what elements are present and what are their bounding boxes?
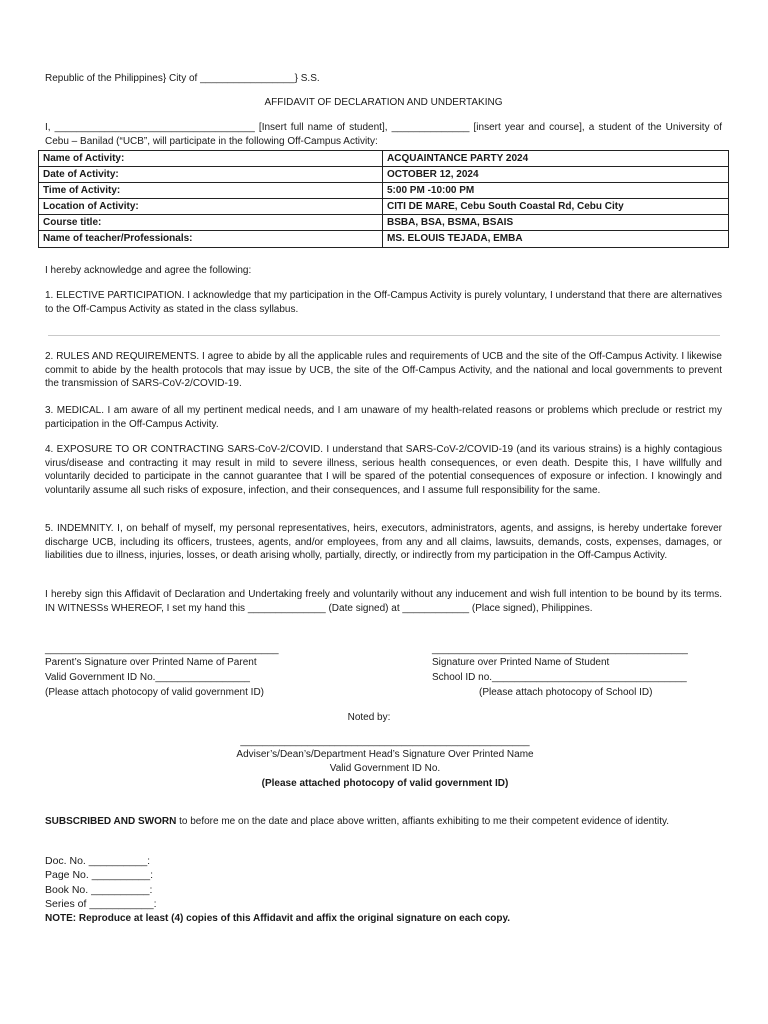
table-label: Date of Activity: xyxy=(39,167,383,183)
republic-line: Republic of the Philippines} City of _________________} S.S. xyxy=(45,73,320,84)
book-no-line: Book No. __________: xyxy=(45,884,153,896)
table-row xyxy=(39,215,729,231)
table-value: OCTOBER 12, 2024 xyxy=(383,167,729,183)
adviser-signature-line: ____________________________________________________ xyxy=(240,736,530,747)
student-signature-line: ______________________________________________ xyxy=(432,644,688,655)
affidavit-page xyxy=(45,0,722,1024)
table-label: Location of Activity: xyxy=(39,199,383,215)
student-id-line: School ID no.___________________________________ xyxy=(432,672,687,683)
page-no-line: Page No. __________: xyxy=(45,869,154,881)
signing-statement: I hereby sign this Affidavit of Declaration and Undertaking freely and voluntarily without any inducement and wish full intention to be bound by its terms. IN WITNESSs WHEREOF, I set my hand this ______________ (Date signed) at ____________ (Place signed), Philippines. xyxy=(45,589,722,614)
adviser-signature-label: Adviser’s/Dean’s/Department Head’s Signature Over Printed Name xyxy=(236,749,534,760)
doc-no-line: Doc. No. __________: xyxy=(45,855,151,867)
table-row xyxy=(39,199,729,215)
clause-rules-requirements: 2. RULES AND REQUIREMENTS. I agree to abide by all the applicable rules and requirements of UCB and the site of the Off-Campus Activity. I likewise commit to abide by the health protocols that may issue by UCB, the site of the Off-Campus Activity, and the national and local governments to prevent the transmission of SARS-CoV-2/COVID-19. xyxy=(45,351,722,390)
clause-elective-participation: 1. ELECTIVE PARTICIPATION. I acknowledge that my participation in the Off-Campus Activity is purely voluntary, I understand that there are alternatives to the Off-Campus Activity as stated in the class syllabus. xyxy=(45,290,722,315)
table-value: CITI DE MARE, Cebu South Coastal Rd, Cebu City xyxy=(383,199,729,215)
intro-paragraph: I, ____________________________________ [Insert full name of student], ______________ [insert year and course], a student of the University of Cebu – Banilad (“UCB”, will participate in the following Off-Campus Activity: xyxy=(45,122,722,147)
table-value: ACQUAINTANCE PARTY 2024 xyxy=(383,151,729,167)
clause-indemnity: 5. INDEMNITY. I, on behalf of myself, my personal representatives, heirs, executors, administrators, agents, and assigns, is hereby undertake forever discharge UCB, including its officers, trustees, agents, and/or employees, from any and all claims, lawsuits, demands, costs, expenses, damages, or liabilities due to illness, injuries, losses, or death arising wholly, partially, directly, or indirectly from my participation in the Off-Campus Activity. xyxy=(45,523,722,562)
student-id-note: (Please attach photocopy of School ID) xyxy=(479,687,653,698)
subscribed-sworn-paragraph xyxy=(45,815,722,829)
table-label: Name of teacher/Professionals: xyxy=(39,231,383,247)
parent-id-line: Valid Government ID No._________________ xyxy=(45,672,250,683)
clause-exposure: 4. EXPOSURE TO OR CONTRACTING SARS-CoV-2/COVID. I understand that SARS-CoV-2/COVID-19 (and its various strains) is a highly contagious virus/disease and contracting it may result in mild to severe illness, serious health consequences, or even death. Despite this, I have willfully and voluntarily decided to participate in the cannot guarantee that I will be spared of the potential consequences of exposure or infection. I knowingly and voluntarily assume all such risks of exposure, infection, and their consequences, and I assume full responsibility for the same. xyxy=(45,444,722,496)
table-row xyxy=(39,167,729,183)
acknowledge-line: I hereby acknowledge and agree the following: xyxy=(45,265,252,276)
parent-signature-label: Parent’s Signature over Printed Name of Parent xyxy=(45,657,257,668)
activity-table xyxy=(38,150,729,248)
adviser-id-line: Valid Government ID No. xyxy=(329,763,441,774)
student-signature-label: Signature over Printed Name of Student xyxy=(432,657,610,668)
series-line: Series of ___________: xyxy=(45,898,157,910)
document-title: AFFIDAVIT OF DECLARATION AND UNDERTAKING xyxy=(264,97,503,108)
table-value: BSBA, BSA, BSMA, BSAIS xyxy=(383,215,729,231)
table-row xyxy=(39,231,729,247)
subscribed-sworn-text: to before me on the date and place above written, affiants exhibiting to me their competent evidence of identity. xyxy=(176,816,670,827)
table-value: 5:00 PM -10:00 PM xyxy=(383,183,729,199)
parent-id-note: (Please attach photocopy of valid government ID) xyxy=(45,687,265,698)
table-row xyxy=(39,183,729,199)
subscribed-sworn-lead: SUBSCRIBED AND SWORN xyxy=(45,816,177,827)
table-value: MS. ELOUIS TEJADA, EMBA xyxy=(383,231,729,247)
table-label: Time of Activity: xyxy=(39,183,383,199)
divider xyxy=(48,335,720,336)
clause-medical: 3. MEDICAL. I am aware of all my pertinent medical needs, and I am unaware of my health-related reasons or problems which preclude or restrict my participation in the Off-Campus Activity. xyxy=(45,405,722,430)
adviser-id-note: (Please attached photocopy of valid government ID) xyxy=(261,778,509,789)
table-row xyxy=(39,151,729,167)
parent-signature-line: __________________________________________ xyxy=(45,644,279,655)
noted-by-label: Noted by: xyxy=(347,712,391,723)
table-label: Course title: xyxy=(39,215,383,231)
reproduce-note: NOTE: Reproduce at least (4) copies of this Affidavit and affix the original signature on each copy. xyxy=(45,913,511,924)
table-label: Name of Activity: xyxy=(39,151,383,167)
